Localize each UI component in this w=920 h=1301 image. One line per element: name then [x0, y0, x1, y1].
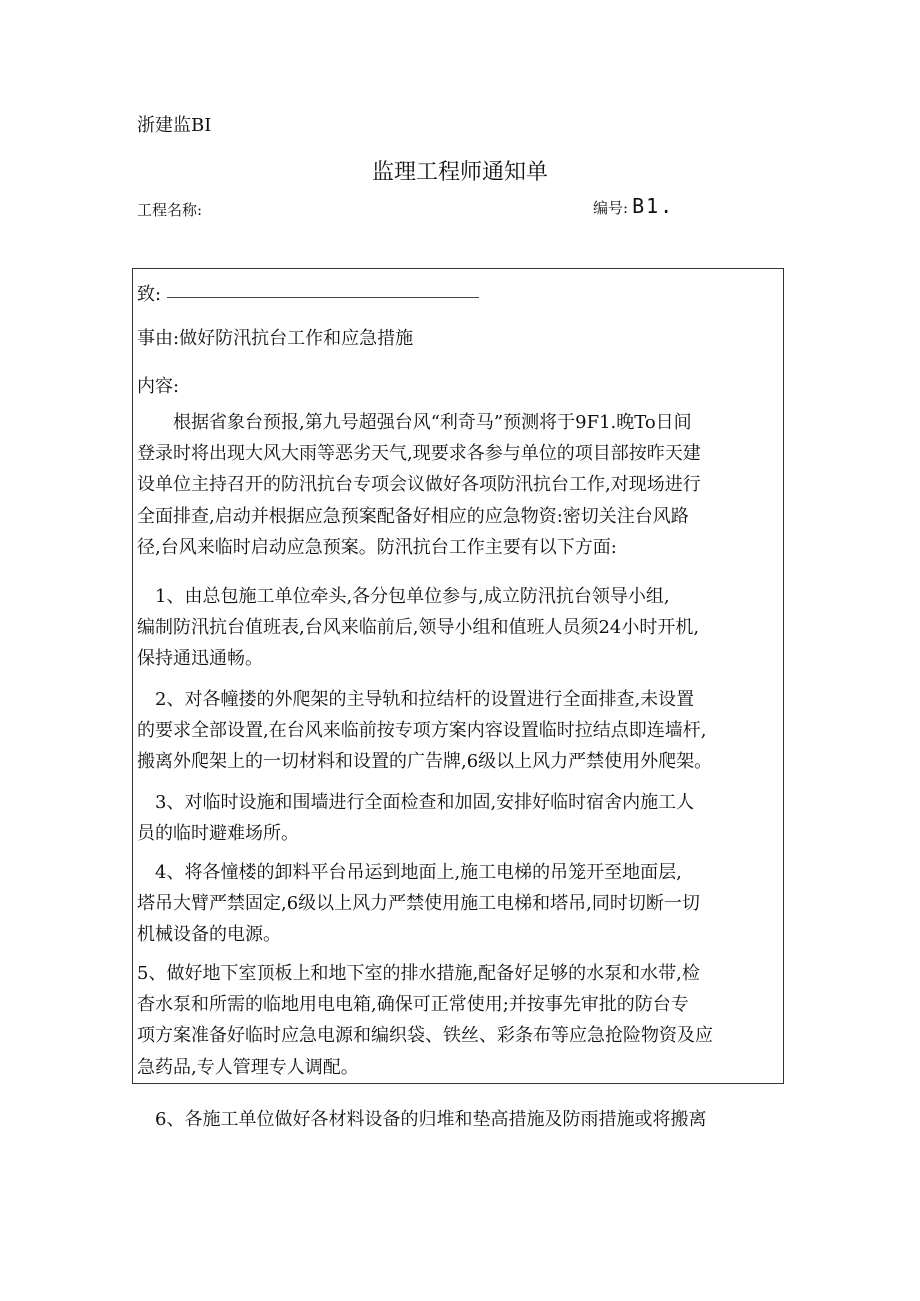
paragraph-line: 塔吊大臂严禁固定,6级以上风力严禁使用施工电梯和塔吊,同时切断一切 — [137, 893, 700, 915]
recipient-blank-line — [167, 280, 479, 298]
paragraph-line: 杳水泵和所需的临地用电电箱,确保可正常使用;并按事先审批的防台专 — [137, 994, 689, 1016]
paragraph-line: 5、做好地下室顶板上和地下室的排水措施,配备好足够的水泵和水带,检 — [137, 963, 700, 984]
project-name-label: 工程名称: — [137, 201, 203, 219]
paragraph-line: 项方案准备好临时应急电源和编织袋、铁丝、彩条布等应急抢险物资及应 — [137, 1025, 713, 1047]
document-number — [593, 194, 674, 218]
paragraph-line: 径,台风来临时启动应急预案。防汛抗台工作主要有以下方面: — [137, 536, 617, 558]
document-title: 监理工程师通知单 — [371, 160, 548, 185]
paragraph-line: 搬离外爬架上的一切材料和设置的广告牌,6级以上风力严禁使用外爬架。 — [137, 751, 713, 773]
measure-item-5 — [137, 958, 782, 1083]
paragraph-line: 6、各施工单位做好各材料设备的归堆和垫高措施及防雨措施或将搬离 — [137, 1109, 707, 1130]
content-label: 内容: — [137, 376, 180, 397]
measure-item-1 — [137, 581, 782, 675]
intro-paragraph — [137, 407, 782, 563]
paragraph-line: 编制防汛抗台值班表,台风来临前后,领导小组和值班人员须24小时开机, — [137, 617, 700, 639]
measure-item-2 — [137, 684, 782, 778]
paragraph-line: 设单位主持召开的防汛抗台专项会议做好各项防汛抗台工作,对现场进行 — [137, 474, 701, 496]
paragraph-line: 1、由总包施工单位牵头,各分包单位参与,成立防汛抗台领导小组, — [137, 586, 670, 607]
paragraph-line: 员的临时避难场所。 — [137, 823, 299, 845]
number-value: B1. — [632, 194, 675, 218]
measure-item-6 — [137, 1104, 782, 1135]
paragraph-line: 4、将各憧楼的卸料平台吊运到地面上,施工电梯的吊笼开至地面层, — [137, 862, 682, 883]
paragraph-line: 全面排查,启动并根据应急预案配备好相应的应急物资:密切关注台风路 — [137, 505, 689, 527]
number-label: 编号: — [593, 199, 629, 217]
recipient-field — [137, 280, 479, 306]
paragraph-line: 的要求全部设置,在台风来临前按专项方案内容设置临时拉结点即连墙杆, — [137, 720, 707, 742]
measure-item-3 — [137, 787, 782, 849]
recipient-label: 致: — [137, 284, 162, 305]
paragraph-line: 根据省象台预报,第九号超强台风“利奇马”预测将于9F1.晚To日间 — [137, 412, 692, 433]
subject-line: 事由:做好防汛抗台工作和应急措施 — [137, 328, 414, 349]
paragraph-line: 3、对临时设施和围墙进行全面检查和加固,安排好临时宿舍内施工人 — [137, 792, 695, 813]
measure-item-4 — [137, 857, 782, 951]
paragraph-line: 机械设备的电源。 — [137, 924, 281, 946]
document-code: 浙建监BI — [137, 115, 212, 136]
paragraph-line: 急药品,专人管理专人调配。 — [137, 1056, 359, 1078]
paragraph-line: 保持通迅通畅。 — [137, 648, 263, 670]
paragraph-line: 2、对各幢搂的外爬架的主导轨和拉结杆的设置进行全面排查,未设置 — [137, 689, 695, 710]
paragraph-line: 登录时将出现大风大雨等恶劣天气,现要求各参与单位的项目部按昨天建 — [137, 443, 701, 465]
